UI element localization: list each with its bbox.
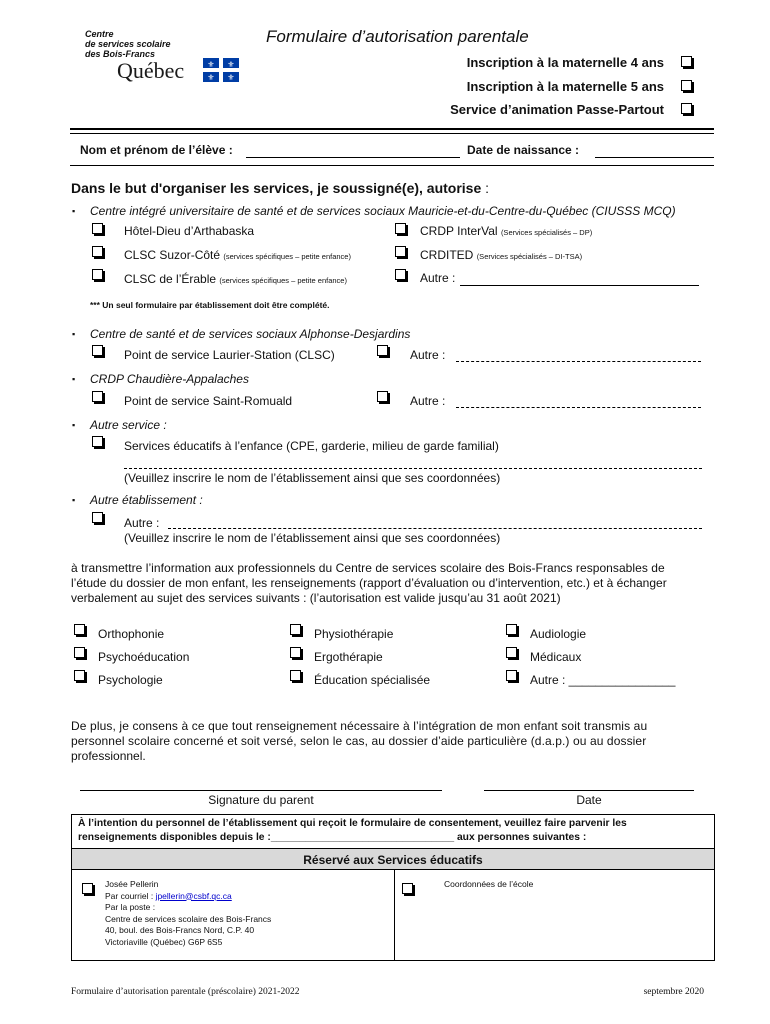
- crdited-note: (Services spécialisés – DI-TSA): [476, 252, 583, 261]
- reserved-header: [72, 848, 714, 870]
- services-educatifs-note: (Veuillez inscrire le nom de l’établissement ainsi que ses coordonnées): [124, 471, 501, 485]
- signature-field[interactable]: [80, 790, 442, 791]
- logo-org-line1: Centre: [85, 29, 114, 39]
- option-maternelle-5: Inscription à la maternelle 5 ans: [466, 79, 664, 94]
- intro-colon: :: [481, 180, 490, 196]
- autre-etab-field[interactable]: [168, 528, 702, 529]
- svg-text:⚜: ⚜: [207, 73, 215, 82]
- contact-city: Victoriaville (Québec) G6P 6S5: [105, 936, 223, 947]
- hotel-dieu-label: [124, 224, 254, 238]
- psychologie-label: Psychologie: [98, 673, 163, 687]
- services-autre-label: Autre : ________________: [530, 673, 676, 687]
- svg-text:⚜: ⚜: [207, 60, 215, 69]
- svg-text:⚜: ⚜: [227, 60, 235, 69]
- checkbox-medicaux[interactable]: [506, 647, 517, 658]
- bullet: ▪: [72, 206, 76, 216]
- autre-etab-label: Autre :: [124, 516, 160, 530]
- checkbox-services-educatifs[interactable]: [92, 436, 103, 447]
- hotel-dieu-text: Hôtel-Dieu d’Arthabaska: [124, 224, 255, 238]
- student-name-field[interactable]: [246, 157, 460, 158]
- clsc-suzor-cote-label: [124, 248, 351, 262]
- checkbox-crdp-autre[interactable]: [377, 391, 388, 402]
- checkbox-passe-partout[interactable]: [681, 103, 692, 114]
- page-title: Formulaire d’autorisation parentale: [266, 27, 529, 46]
- education-specialisee-label: Éducation spécialisée: [314, 673, 431, 687]
- student-divider: [70, 165, 714, 166]
- clsc-suzor-cote-note: (services spécifiques – petite enfance): [223, 252, 351, 261]
- autre-service-title: Autre service :: [90, 418, 167, 432]
- signature-label: Signature du parent: [208, 793, 314, 807]
- consent-line3: professionnel.: [71, 749, 146, 763]
- clsc-suzor-cote-text: CLSC Suzor-Côté: [124, 248, 221, 262]
- transmit-line3: verbalement au sujet des services suivants : (l’autorisation est valide jusqu’au 31 août 2021): [71, 591, 561, 605]
- laurier-station-label: Point de service Laurier-Station (CLSC): [124, 348, 335, 362]
- crdited-label: [420, 248, 582, 262]
- crdp-interval-note: (Services spécialisés – DP): [500, 228, 593, 237]
- student-name-label: Nom et prénom de l’élève :: [80, 143, 233, 157]
- ergotherapie-label: Ergothérapie: [314, 650, 383, 664]
- autre-etab-note: (Veuillez inscrire le nom de l’établissement ainsi que ses coordonnées): [124, 531, 501, 545]
- logo-org-line3: des Bois-Francs: [85, 49, 156, 59]
- school-coordinates-label: Coordonnées de l’école: [444, 879, 534, 889]
- checkbox-laurier-station[interactable]: [92, 345, 103, 356]
- crdp-autre-field[interactable]: [456, 407, 701, 408]
- logo-quebec: Québec: [117, 58, 185, 83]
- checkbox-csssad-autre[interactable]: [377, 345, 388, 356]
- clsc-erable-text: CLSC de l’Érable: [124, 272, 217, 286]
- orthophonie-label: Orthophonie: [98, 627, 165, 641]
- date-of-birth-field[interactable]: [595, 157, 714, 158]
- checkbox-crdp-interval[interactable]: [395, 223, 406, 234]
- checkbox-saint-romuald[interactable]: [92, 391, 103, 402]
- physiotherapie-label: Physiothérapie: [314, 627, 394, 641]
- medicaux-label: Médicaux: [530, 650, 582, 664]
- checkbox-psychologie[interactable]: [74, 670, 85, 681]
- svg-text:⚜: ⚜: [227, 73, 235, 82]
- crdp-autre-label: Autre :: [410, 394, 446, 408]
- saint-romuald-label: Point de service Saint-Romuald: [124, 394, 293, 408]
- contact-email-link[interactable]: jpellerin@csbf.qc.ca: [155, 890, 232, 901]
- bullet: ▪: [72, 495, 76, 505]
- logo-org-line2: de services scolaire: [85, 39, 171, 49]
- checkbox-josee-pellerin[interactable]: [82, 883, 93, 894]
- ciusss-autre-field[interactable]: [460, 285, 699, 286]
- crdited-text: CRDITED: [420, 248, 474, 262]
- checkbox-physiotherapie[interactable]: [290, 624, 301, 635]
- box-column-divider: [394, 870, 395, 960]
- consent-line2: personnel scolaire concerné et soit versé, selon le cas, au dossier d’aide particulière (d.a.p.) ou au dossier: [71, 734, 647, 748]
- checkbox-clsc-erable[interactable]: [92, 269, 103, 280]
- footer-date: septembre 2020: [643, 987, 704, 997]
- checkbox-school-coordinates[interactable]: [402, 883, 413, 894]
- crdp-interval-label: [420, 224, 592, 238]
- checkbox-services-autre[interactable]: [506, 670, 517, 681]
- contact-address: 40, boul. des Bois-Francs Nord, C.P. 40: [105, 925, 255, 935]
- bullet: ▪: [72, 420, 76, 430]
- csssad-autre-field[interactable]: [456, 361, 701, 362]
- consent-line1: De plus, je consens à ce que tout renseignement nécessaire à l’intégration de mon enfant soit transmis au: [71, 719, 648, 733]
- checkbox-orthophonie[interactable]: [74, 624, 85, 635]
- autre-etab-title: Autre établissement :: [90, 493, 203, 507]
- crdp-interval-text: CRDP InterVal: [420, 224, 498, 238]
- checkbox-maternelle-5[interactable]: [681, 80, 692, 91]
- bullet: ▪: [72, 374, 76, 384]
- services-educatifs-field[interactable]: [124, 468, 702, 469]
- intro-text: [71, 180, 489, 196]
- crdp-title: CRDP Chaudière-Appalaches: [90, 372, 249, 386]
- intro-bold: Dans le but d'organiser les services, je soussigné(e), autorise: [71, 180, 482, 196]
- bullet: ▪: [72, 329, 76, 339]
- csssad-title: Centre de santé et de services sociaux Alphonse-Desjardins: [90, 327, 411, 341]
- clsc-erable-label: [124, 272, 347, 286]
- logo: [85, 29, 245, 89]
- contact-post-label: Par la poste :: [105, 902, 156, 912]
- checkbox-education-specialisee[interactable]: [290, 670, 301, 681]
- footer-title: Formulaire d’autorisation parentale (préscolaire) 2021-2022: [71, 987, 300, 997]
- checkbox-ciusss-autre[interactable]: [395, 269, 406, 280]
- ciusss-autre-label: Autre :: [420, 271, 456, 285]
- checkbox-ergotherapie[interactable]: [290, 647, 301, 658]
- quebec-flag-icon: [203, 58, 239, 82]
- date-of-birth-label: Date de naissance :: [467, 143, 580, 157]
- checkbox-maternelle-4[interactable]: [681, 56, 692, 67]
- transmit-line1: à transmettre l’information aux professionnels du Centre de services scolaire des Bois-Francs responsables de: [71, 561, 665, 575]
- psychoeducation-label: Psychoéducation: [98, 650, 190, 664]
- contact-block: [105, 879, 271, 948]
- checkbox-psychoeducation[interactable]: [74, 647, 85, 658]
- checkbox-clsc-suzor-cote[interactable]: [92, 246, 103, 257]
- transmit-line2: l’étude du dossier de mon enfant, les renseignements (rapport d’évaluation ou d’intervention, etc.) et à échanger: [71, 576, 667, 590]
- csssad-autre-label: Autre :: [410, 348, 446, 362]
- header-divider-thin: [70, 133, 714, 134]
- staff-box: [71, 814, 715, 961]
- reserved-title: Réservé aux Services éducatifs: [303, 853, 483, 867]
- ciusss-title: Centre intégré universitaire de santé et de services sociaux Mauricie-et-du-Centre-du-Québec (CIUSSS MCQ): [90, 204, 676, 218]
- staff-instruction-line2: renseignements disponibles depuis le :________________________________ aux personnes suivantes :: [78, 832, 587, 843]
- services-educatifs-label: Services éducatifs à l’enfance (CPE, garderie, milieu de garde familial): [124, 439, 499, 453]
- contact-org: Centre de services scolaire des Bois-Francs: [105, 913, 272, 924]
- header-divider: [70, 128, 714, 130]
- option-passe-partout: Service d’animation Passe-Partout: [450, 102, 664, 117]
- option-maternelle-4: Inscription à la maternelle 4 ans: [466, 55, 664, 70]
- one-form-notice: *** Un seul formulaire par établissement doit être complété.: [90, 300, 330, 310]
- checkbox-crdited[interactable]: [395, 246, 406, 257]
- contact-mail: [105, 891, 271, 903]
- audiologie-label: Audiologie: [530, 627, 587, 641]
- checkbox-audiologie[interactable]: [506, 624, 517, 635]
- staff-instruction-line1: À l’intention du personnel de l’établissement qui reçoit le formulaire de consentement, veuillez faire parvenir les: [78, 818, 627, 829]
- contact-name: Josée Pellerin: [105, 879, 159, 889]
- clsc-erable-note: (services spécifiques – petite enfance): [219, 276, 347, 285]
- contact-mail-label: Par courriel :: [105, 890, 154, 901]
- checkbox-hotel-dieu[interactable]: [92, 223, 103, 234]
- checkbox-autre-etab[interactable]: [92, 512, 103, 523]
- date-label: Date: [576, 793, 602, 807]
- date-field[interactable]: [484, 790, 694, 791]
